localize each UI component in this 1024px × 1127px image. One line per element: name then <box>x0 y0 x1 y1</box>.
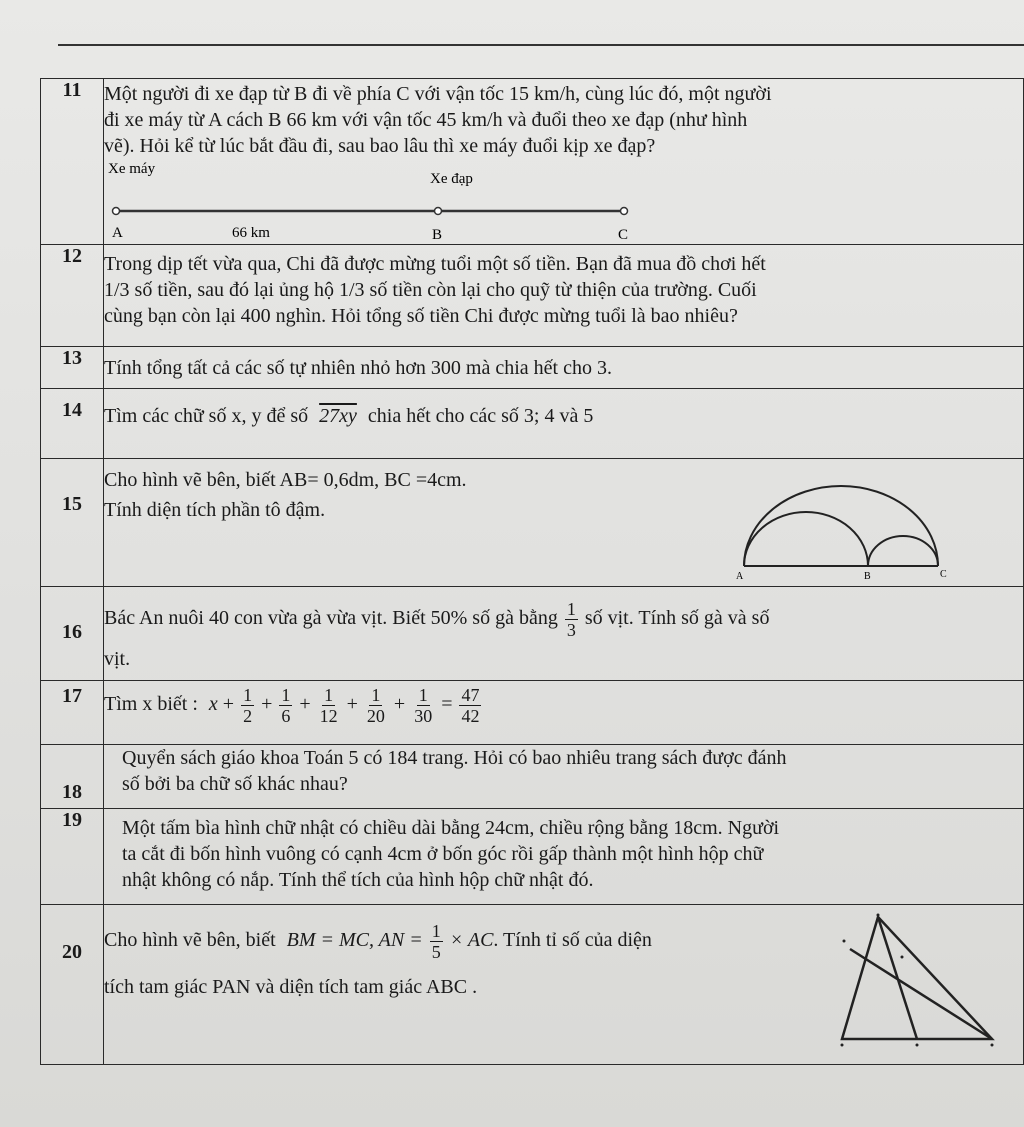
question-content <box>104 681 1024 745</box>
fraction-denominator: 30 <box>414 706 433 726</box>
fraction-numerator: 1 <box>431 921 441 941</box>
text-line: tích tam giác PAN và diện tích tam giác ABC . <box>104 976 478 998</box>
question-content <box>104 905 1024 1065</box>
plus-sign: + <box>346 693 358 716</box>
point-a-dot <box>113 208 120 215</box>
vertex-dot <box>841 1044 844 1047</box>
small-semicircle <box>868 536 938 566</box>
question-row-16 <box>41 587 1024 681</box>
point-b-dot <box>435 208 442 215</box>
question-content <box>104 245 1024 347</box>
fraction-denominator: 2 <box>243 706 253 726</box>
plus-sign: + <box>393 693 406 716</box>
question-number: 19 <box>41 809 104 905</box>
text-prefix: Cho hình vẽ bên, biết <box>104 929 276 952</box>
text-prefix: Tìm các chữ số x, y để số <box>104 405 309 427</box>
question-number: 20 <box>41 905 104 1065</box>
text-suffix: . Tính tỉ số của diện <box>493 929 652 952</box>
text-line: cùng bạn còn lại 400 nghìn. Hỏi tổng số tiền Chi được mừng tuổi là bao nhiêu? <box>104 305 738 327</box>
question-row-17 <box>41 681 1024 745</box>
text-suffix: chia hết cho các số 3; 4 và 5 <box>367 405 594 427</box>
fraction <box>241 685 254 726</box>
point-c-label: C <box>940 569 947 580</box>
question-row-11 <box>41 79 1024 245</box>
question-number: 11 <box>41 79 104 245</box>
text-line: Một người đi xe đạp từ B đi về phía C với vận tốc 15 km/h, cùng lúc đó, một người <box>104 83 772 105</box>
question-number: 15 <box>41 459 104 587</box>
fraction-numerator: 1 <box>371 685 381 705</box>
point-a-label: A <box>112 225 123 241</box>
motion-diagram <box>100 159 660 241</box>
question-number: 13 <box>41 347 104 389</box>
question-row-18 <box>41 745 1024 809</box>
fraction-denominator: 5 <box>431 942 441 962</box>
distance-label: 66 km <box>232 225 270 241</box>
question-content <box>104 745 1024 809</box>
question-number: 17 <box>41 681 104 745</box>
fraction <box>430 921 443 962</box>
question-content <box>104 459 1024 587</box>
fraction <box>565 599 578 640</box>
text-line: Cho hình vẽ bên, biết AB= 0,6dm, BC =4cm. <box>104 469 467 491</box>
equation-part-2: × AC <box>449 929 494 952</box>
overline-number: 27xy <box>319 405 357 427</box>
fraction <box>412 685 434 726</box>
question-row-13 <box>41 347 1024 389</box>
text-after-fraction: số vịt. Tính số gà và số <box>584 607 770 630</box>
question-row-12 <box>41 245 1024 347</box>
text-line: Trong dịp tết vừa qua, Chi đã được mừng tuổi một số tiền. Bạn đã mua đồ chơi hết <box>104 253 766 275</box>
text-before-fraction: Bác An nuôi 40 con vừa gà vừa vịt. Biết 50% số gà bằng <box>104 607 558 630</box>
segment-am <box>878 917 917 1039</box>
text-line: vịt. <box>104 648 131 670</box>
question-number: 12 <box>41 245 104 347</box>
question-content <box>104 389 1024 459</box>
text-line: vẽ). Hỏi kể từ lúc bắt đầu đi, sau bao lâu thì xe máy đuổi kịp xe đạp? <box>104 135 656 157</box>
fraction <box>279 685 292 726</box>
question-content <box>104 809 1024 905</box>
text-line: số bởi ba chữ số khác nhau? <box>122 773 348 795</box>
vertex-dot <box>901 956 904 959</box>
question-content <box>104 587 1024 681</box>
equals-sign: = <box>441 693 453 716</box>
fraction-numerator: 1 <box>281 685 291 705</box>
text-line <box>104 599 1023 640</box>
fraction <box>318 685 340 726</box>
motorbike-label: Xe máy <box>108 161 156 177</box>
plus-sign: + <box>261 693 273 716</box>
vertex-dot <box>877 914 880 917</box>
fraction-numerator: 1 <box>566 599 576 619</box>
point-b-label: B <box>432 227 443 241</box>
fraction-denominator: 6 <box>281 706 291 726</box>
question-number: 18 <box>41 745 104 809</box>
fraction <box>365 685 387 726</box>
equation-part-1: BM = MC, AN = <box>286 929 423 952</box>
fraction-numerator: 1 <box>324 685 334 705</box>
triangle-figure <box>832 911 1002 1047</box>
questions-table <box>40 78 1024 1065</box>
question-number: 16 <box>41 587 104 681</box>
question-number: 14 <box>41 389 104 459</box>
point-c-label: C <box>618 227 629 241</box>
vertex-dot <box>991 1044 994 1047</box>
text-line: đi xe máy từ A cách B 66 km với vận tốc 45 km/h và đuổi theo xe đạp (như hình <box>104 109 748 131</box>
fraction-numerator: 47 <box>461 685 480 705</box>
vertex-dot <box>843 940 846 943</box>
text-line: Tính diện tích phần tô đậm. <box>104 499 326 521</box>
point-c-dot <box>621 208 628 215</box>
text-line: nhật không có nắp. Tính thể tích của hình hộp chữ nhật đó. <box>122 869 594 891</box>
variable-x: x <box>208 693 218 716</box>
text-prefix: Tìm x biết : <box>104 693 198 716</box>
text-line: ta cắt đi bốn hình vuông có cạnh 4cm ở bốn góc rồi gấp thành một hình hộp chữ <box>122 843 764 865</box>
text-line: Tính tổng tất cả các số tự nhiên nhỏ hơn 300 mà chia hết cho 3. <box>104 356 612 379</box>
bicycle-label: Xe đạp <box>430 171 473 187</box>
text-line: 1/3 số tiền, sau đó lại ủng hộ 1/3 số tiền còn lại cho quỹ từ thiện của trường. Cuối <box>104 279 757 301</box>
text-line: Quyển sách giáo khoa Toán 5 có 184 trang. Hỏi có bao nhiêu trang sách được đánh <box>122 747 787 769</box>
semicircles-figure <box>732 471 952 583</box>
fraction-denominator: 3 <box>566 620 576 640</box>
fraction-denominator: 12 <box>319 706 338 726</box>
fraction-denominator: 42 <box>461 706 480 726</box>
text-line: Một tấm bìa hình chữ nhật có chiều dài bằng 24cm, chiều rộng bằng 18cm. Người <box>122 817 780 839</box>
large-semicircle <box>744 486 938 566</box>
question-content <box>104 79 1024 245</box>
result-fraction <box>459 685 481 726</box>
point-b-label: B <box>864 571 871 582</box>
question-content <box>104 347 1024 389</box>
plus-sign: + <box>299 693 311 716</box>
fraction-numerator: 1 <box>418 685 428 705</box>
question-row-19 <box>41 809 1024 905</box>
top-rule <box>58 44 1024 46</box>
question-row-14 <box>41 389 1024 459</box>
triangle-abc <box>842 917 992 1039</box>
vertex-dot <box>916 1044 919 1047</box>
question-row-20 <box>41 905 1024 1065</box>
fraction-denominator: 20 <box>366 706 385 726</box>
fraction-numerator: 1 <box>243 685 253 705</box>
plus-sign: + <box>222 693 235 716</box>
point-a-label: A <box>736 571 744 582</box>
question-row-15 <box>41 459 1024 587</box>
